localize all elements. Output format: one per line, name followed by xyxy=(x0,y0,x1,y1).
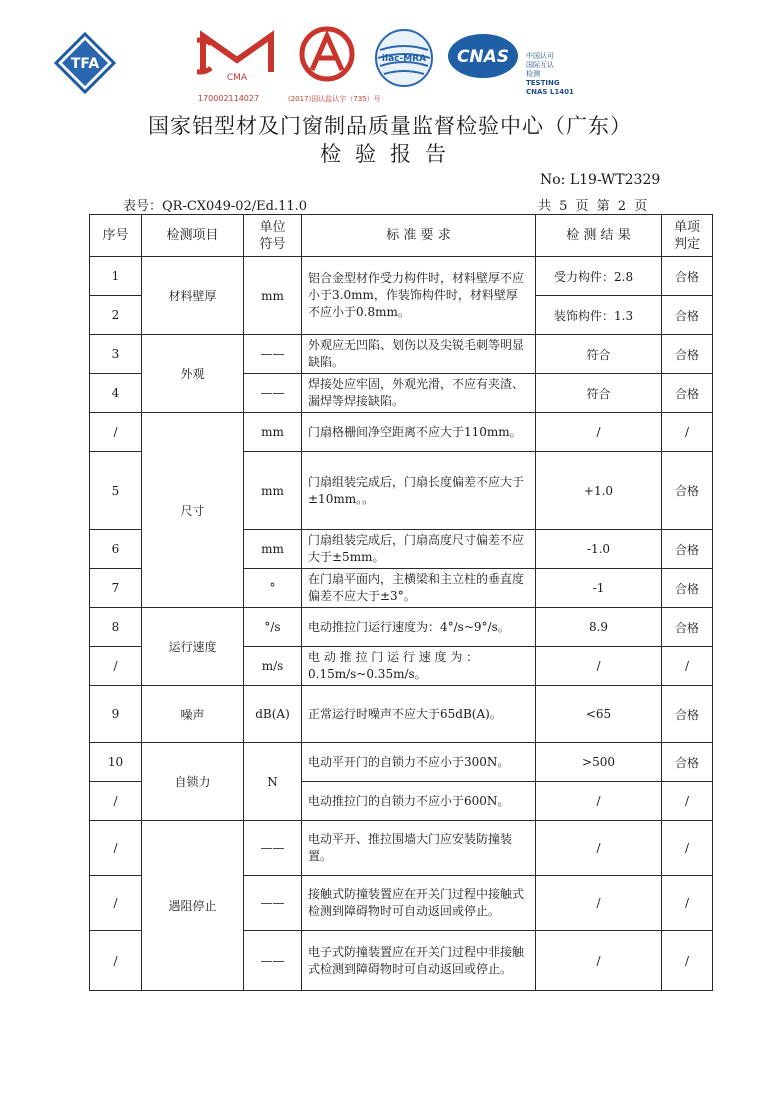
table-row xyxy=(90,686,713,743)
cnas-cn-line3: 检测 xyxy=(526,70,540,78)
cnas-logo xyxy=(446,32,520,80)
cell-unit: m/s xyxy=(244,647,302,686)
cal-logo xyxy=(292,26,362,82)
cell-seq: 3 xyxy=(90,335,142,374)
cell-judgement: / xyxy=(662,821,713,876)
report-title: 国家铝型材及门窗制品质量监督检验中心（广东） xyxy=(148,114,632,138)
cell-result: / xyxy=(536,647,662,686)
cell-unit: mm xyxy=(244,413,302,452)
header-requirement: 标 准 要 求 xyxy=(302,215,536,257)
cell-item: 尺寸 xyxy=(142,413,244,608)
cell-unit: dB(A) xyxy=(244,686,302,743)
cell-requirement: 焊接处应牢固，外观光滑，不应有夹渣、漏焊等焊接缺陷。 xyxy=(302,374,536,413)
cell-judgement: / xyxy=(662,876,713,931)
cell-result: / xyxy=(536,876,662,931)
cell-item: 外观 xyxy=(142,335,244,413)
cell-item: 自锁力 xyxy=(142,743,244,821)
table-row xyxy=(90,257,713,296)
cell-item: 噪声 xyxy=(142,686,244,743)
cell-result: +1.0 xyxy=(536,452,662,530)
table-header-row xyxy=(90,215,713,257)
svg-text:TFA: TFA xyxy=(70,56,100,72)
cell-judgement: 合格 xyxy=(662,374,713,413)
cell-result: 8.9 xyxy=(536,608,662,647)
seal-trace xyxy=(758,420,780,460)
cell-requirement: 门扇组装完成后，门扇长度偏差不应大于±10mm。。 xyxy=(302,452,536,530)
cell-seq: 6 xyxy=(90,530,142,569)
form-number: 表号：QR-CX049-02/Ed.11.0 xyxy=(123,199,308,214)
cell-unit: mm xyxy=(244,530,302,569)
svg-text:CNAS: CNAS xyxy=(456,47,510,67)
cell-item: 材料壁厚 xyxy=(142,257,244,335)
cell-unit: —— xyxy=(244,876,302,931)
table-row xyxy=(90,821,713,876)
cell-unit: —— xyxy=(244,821,302,876)
cell-judgement: / xyxy=(662,413,713,452)
cell-seq: 4 xyxy=(90,374,142,413)
cma-number: 170002114027 xyxy=(198,94,260,103)
cell-judgement: 合格 xyxy=(662,335,713,374)
cell-seq: 7 xyxy=(90,569,142,608)
cell-requirement: 电 动 推 拉 门 运 行 速 度 为 ：0.15m/s~0.35m/s。 xyxy=(302,647,536,686)
cell-result: >500 xyxy=(536,743,662,782)
header-result: 检 测 结 果 xyxy=(536,215,662,257)
cell-requirement: 正常运行时噪声不应大于65dB(A)。 xyxy=(302,686,536,743)
tfa-logo xyxy=(54,32,116,94)
cell-unit: —— xyxy=(244,374,302,413)
cell-unit: mm xyxy=(244,452,302,530)
cell-requirement: 电子式防撞装置应在开关门过程中非接触式检测到障碍物时可自动返回或停止。 xyxy=(302,931,536,991)
header-seq: 序号 xyxy=(90,215,142,257)
cnas-cn-line1: 中国认可 xyxy=(526,52,554,60)
cal-number: (2017)国认监认字（735）号 xyxy=(288,95,381,103)
table-row xyxy=(90,335,713,374)
cell-judgement: 合格 xyxy=(662,686,713,743)
cell-item: 运行速度 xyxy=(142,608,244,686)
cell-seq: / xyxy=(90,821,142,876)
cell-requirement: 电动平开、推拉围墙大门应安装防撞装置。 xyxy=(302,821,536,876)
cnas-caption xyxy=(526,52,574,97)
cell-seq: / xyxy=(90,782,142,821)
cell-requirement: 外观应无凹陷、划伤以及尖锐毛刺等明显缺陷。 xyxy=(302,335,536,374)
svg-text:CMA: CMA xyxy=(226,73,248,82)
cell-seq: / xyxy=(90,931,142,991)
cnas-en-line1: TESTING xyxy=(526,79,560,87)
cell-result: 装饰构件：1.3 xyxy=(536,296,662,335)
cell-seq: / xyxy=(90,876,142,931)
cell-judgement: / xyxy=(662,931,713,991)
cell-seq: 1 xyxy=(90,257,142,296)
table-row xyxy=(90,608,713,647)
cell-requirement: 门扇格栅间净空距离不应大于110mm。 xyxy=(302,413,536,452)
cell-seq: / xyxy=(90,413,142,452)
cell-unit: N xyxy=(244,743,302,821)
cell-result: / xyxy=(536,413,662,452)
cnas-en-line2: CNAS L1401 xyxy=(526,88,574,96)
cell-judgement: 合格 xyxy=(662,743,713,782)
cell-judgement: 合格 xyxy=(662,569,713,608)
cell-requirement: 在门扇平面内，主横梁和主立柱的垂直度偏差不应大于±3°。 xyxy=(302,569,536,608)
cell-result: 受力构件：2.8 xyxy=(536,257,662,296)
cell-judgement: 合格 xyxy=(662,452,713,530)
cell-judgement: / xyxy=(662,647,713,686)
accreditation-logos xyxy=(0,22,780,103)
cell-judgement: 合格 xyxy=(662,257,713,296)
cell-requirement: 电动推拉门的自锁力不应小于600N。 xyxy=(302,782,536,821)
table-row xyxy=(90,413,713,452)
cell-seq: 8 xyxy=(90,608,142,647)
header-judgement: 单项 判定 xyxy=(662,215,713,257)
report-subtitle: 检验报告 xyxy=(320,142,460,166)
cell-result: -1 xyxy=(536,569,662,608)
cell-seq: 9 xyxy=(90,686,142,743)
report-number: No: L19-WT2329 xyxy=(540,172,661,188)
cell-result: <65 xyxy=(536,686,662,743)
cell-seq: 5 xyxy=(90,452,142,530)
cell-requirement: 门扇组装完成后，门扇高度尺寸偏差不应大于±5mm。 xyxy=(302,530,536,569)
seal-trace xyxy=(758,520,780,560)
page-info: 共 5 页 第 2 页 xyxy=(538,199,648,214)
cma-logo xyxy=(197,26,277,82)
header-unit: 单位 符号 xyxy=(244,215,302,257)
cell-result: 符合 xyxy=(536,374,662,413)
table-row xyxy=(90,743,713,782)
cell-seq: / xyxy=(90,647,142,686)
cell-requirement: 电动推拉门运行速度为：4°/s~9°/s。 xyxy=(302,608,536,647)
svg-text:ilac-MRA: ilac-MRA xyxy=(381,54,427,64)
cell-seq: 2 xyxy=(90,296,142,335)
cell-result: 符合 xyxy=(536,335,662,374)
cell-unit: °/s xyxy=(244,608,302,647)
cnas-cn-line2: 国际互认 xyxy=(526,61,554,69)
cell-judgement: 合格 xyxy=(662,296,713,335)
ilac-mra-logo xyxy=(374,28,434,88)
cell-result: / xyxy=(536,782,662,821)
cell-requirement: 铝合金型材作受力构件时，材料壁厚不应小于3.0mm，作装饰构件时，材料壁厚不应小于0.8mm。 xyxy=(302,257,536,335)
cell-result: -1.0 xyxy=(536,530,662,569)
cell-judgement: 合格 xyxy=(662,608,713,647)
cell-seq: 10 xyxy=(90,743,142,782)
cell-judgement: / xyxy=(662,782,713,821)
cell-unit: —— xyxy=(244,931,302,991)
cell-judgement: 合格 xyxy=(662,530,713,569)
cell-requirement: 接触式防撞装置应在开关门过程中接触式检测到障碍物时可自动返回或停止。 xyxy=(302,876,536,931)
inspection-table xyxy=(89,214,713,991)
cell-unit: mm xyxy=(244,257,302,335)
cell-item: 遇阻停止 xyxy=(142,821,244,991)
cell-result: / xyxy=(536,821,662,876)
header-item: 检测项目 xyxy=(142,215,244,257)
cell-unit: ° xyxy=(244,569,302,608)
cell-requirement: 电动平开门的自锁力不应小于300N。 xyxy=(302,743,536,782)
cell-unit: —— xyxy=(244,335,302,374)
cell-result: / xyxy=(536,931,662,991)
